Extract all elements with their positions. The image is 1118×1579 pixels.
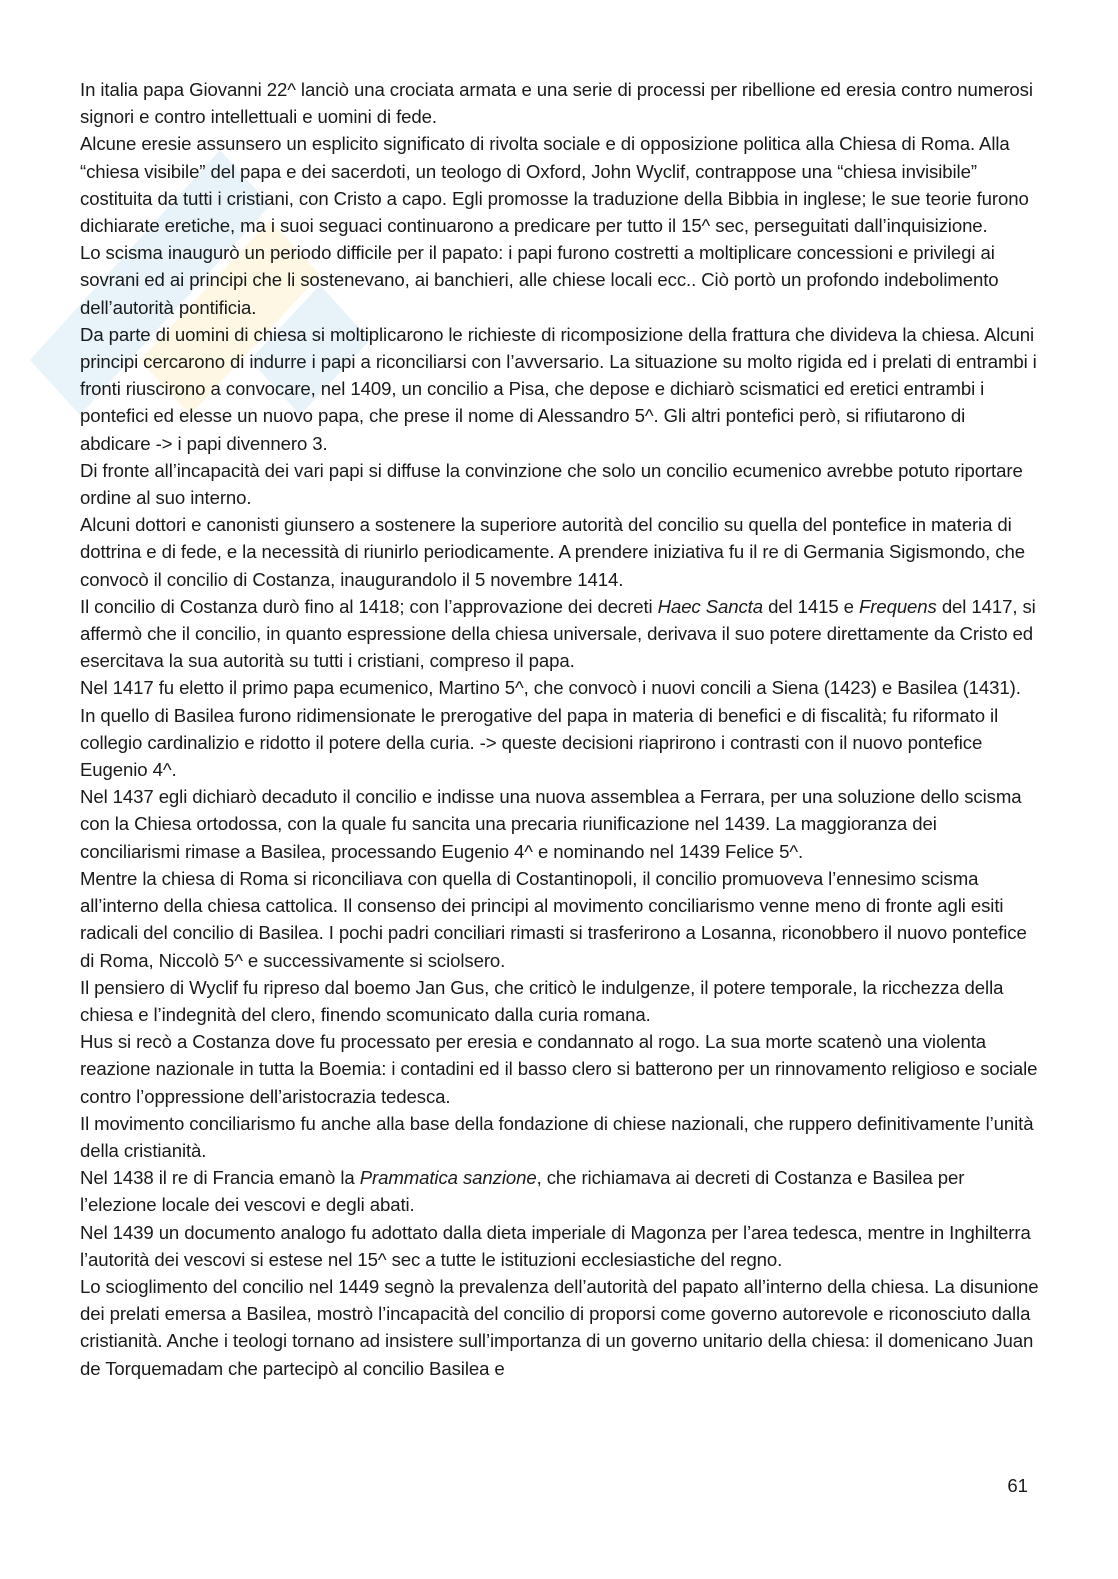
paragraph-text: Lo scioglimento del concilio nel 1449 segnò la prevalenza dell’autorità del papato all’interno della chiesa. La disunione dei prelati emersa a Basilea, mostrò l’incapacità del concilio di proporsi come governo autorevole e riconosciuto dalla cristianità. Anche i teologi tornano ad insistere sull’importanza di un governo unitario della chiesa: il domenicano Juan de Torquemadam che partecipò al concilio Basilea e	[80, 1275, 1039, 1379]
paragraph	[80, 865, 1040, 974]
paragraph	[80, 1219, 1040, 1273]
paragraph-text: Di fronte all’incapacità dei vari papi si diffuse la convinzione che solo un concilio ecumenico avrebbe potuto riportare ordine al suo interno.	[80, 459, 1023, 509]
italic-title-text: Frequens	[858, 595, 937, 617]
paragraph-text: del 1417, si affermò che il concilio, in quanto espressione della chiesa universale, derivava il suo potere direttamente da Cristo ed esercitava la sua autorità su tutti i cristiani, compreso il papa.	[80, 595, 1036, 672]
paragraph-text: Nel 1417 fu eletto il primo papa ecumenico, Martino 5^, che convocò i nuovi concili a Siena (1423) e Basilea (1431). In quello di Basilea furono ridimensionate le prerogative del papa in materia di benefici e di fiscalità; fu riformato il collegio cardinalizio e ridotto il potere della curia. -> queste decisioni riaprirono i contrasti con il nuovo pontefice Eugenio 4^.	[80, 677, 1021, 781]
paragraph-text: Il concilio di Costanza durò fino al 1418; con l’approvazione dei decreti	[80, 595, 658, 617]
paragraph	[80, 1028, 1040, 1110]
paragraph	[80, 1110, 1040, 1164]
paragraph	[80, 239, 1040, 321]
paragraph	[80, 974, 1040, 1028]
paragraph	[80, 593, 1040, 675]
paragraph-text: Nel 1438 il re di Francia emanò la	[80, 1167, 360, 1189]
paragraph	[80, 674, 1040, 783]
paragraph-text: Il movimento conciliarismo fu anche alla base della fondazione di chiese nazionali, che ruppero definitivamente l’unità della cristianità.	[80, 1112, 1034, 1161]
paragraph-text: Alcuni dottori e canonisti giunsero a sostenere la superiore autorità del concilio su quella del pontefice in materia di dottrina e di fede, e la necessità di riunirlo periodicamente. A prendere iniziativa fu il re di Germania Sigismondo, che convocò il concilio di Costanza, inaugurandolo il 5 novembre 1414.	[80, 514, 1025, 590]
page-number: 61	[1007, 1475, 1028, 1496]
paragraph-text: , che richiamava ai decreti di Costanza e Basilea per l’elezione locale dei vescovi e degli abati.	[80, 1167, 965, 1216]
paragraph-text: Lo scisma inaugurò un periodo difficile per il papato: i papi furono costretti a moltiplicare concessioni e privilegi ai sovrani ed ai principi che li sostenevano, ai banchieri, alle chiese locali ecc.. Ciò portò un profondo indebolimento dell’autorità pontificia.	[80, 242, 999, 318]
paragraph-text: Alcune eresie assunsero un esplicito significato di rivolta sociale e di opposizione politica alla Chiesa di Roma. Alla “chiesa visibile” del papa e dei sacerdoti, un teologo di Oxford, John Wyclif, contrappose una “chiesa invisibile” costituita da tutti i cristiani, con Cristo a capo. Egli promosse la traduzione della Bibbia in inglese; le sue teorie furono dichiarate eretiche, ma i suoi seguaci continuarono a predicare per tutto il 15^ sec, perseguitati dall’inquisizione.	[80, 133, 1029, 237]
paragraph-text: Da parte di uomini di chiesa si moltiplicarono le richieste di ricomposizione della frattura che divideva la chiesa. Alcuni principi cercarono di indurre i papi a riconciliarsi con l’avversario. La situazione su molto rigida ed i prelati di entrambi i fronti riuscirono a convocare, nel 1409, un concilio a Pisa, che depose e dichiarò scismatici ed eretici entrambi i pontefici ed elesse un nuovo papa, che prese il nome di Alessandro 5^. Gli altri pontefici però, si rifiutarono di abdicare -> i papi divennero 3.	[80, 323, 1037, 454]
paragraph	[80, 511, 1040, 593]
paragraph-text: Hus si recò a Costanza dove fu processato per eresia e condannato al rogo. La sua morte scatenò una violenta reazione nazionale in tutta la Boemia: i contadini ed il basso clero si batterono per un rinnovamento religioso e sociale contro l’oppressione dell’aristocrazia tedesca.	[80, 1031, 1038, 1107]
paragraph	[80, 1273, 1040, 1382]
paragraph	[80, 321, 1040, 457]
paragraph	[80, 457, 1040, 511]
paragraph	[80, 130, 1040, 239]
paragraph	[80, 783, 1040, 865]
paragraph-text: Nel 1439 un documento analogo fu adottato dalla dieta imperiale di Magonza per l’area tedesca, mentre in Inghilterra l’autorità dei vescovi si estese nel 15^ sec a tutte le istituzioni ecclesiastiche del regno.	[80, 1221, 1031, 1270]
paragraph	[80, 76, 1040, 130]
paragraph-text: Nel 1437 egli dichiarò decaduto il concilio e indisse una nuova assemblea a Ferrara, per una soluzione dello scisma con la Chiesa ortodossa, con la quale fu sancita una precaria riunificazione nel 1439. La maggioranza dei conciliarismi rimase a Basilea, processando Eugenio 4^ e nominando nel 1439 Felice 5^.	[80, 786, 1022, 862]
paragraph-text: In italia papa Giovanni 22^ lanciò una crociata armata e una serie di processi per ribellione ed eresia contro numerosi signori e contro intellettuali e uomini di fede.	[80, 79, 1033, 128]
paragraph-text: Mentre la chiesa di Roma si riconciliava con quella di Costantinopoli, il concilio promuoveva l’ennesimo scisma all’interno della chiesa cattolica. Il consenso dei principi al movimento conciliarismo venne meno di fronte agli esiti radicali del concilio di Basilea. I pochi padri conciliari rimasti si trasferirono a Losanna, riconobbero il nuovo pontefice di Roma, Niccolò 5^ e successivamente si sciolsero.	[80, 867, 1027, 971]
paragraph-text: Il pensiero di Wyclif fu ripreso dal boemo Jan Gus, che criticò le indulgenze, il potere temporale, la ricchezza della chiesa e l’indegnità del clero, finendo scomunicato dalla curia romana.	[80, 976, 1004, 1025]
paragraph-text: del 1415 e	[763, 595, 859, 617]
paragraph	[80, 1164, 1040, 1218]
italic-title-text: Prammatica sanzione	[359, 1167, 537, 1189]
italic-title-text: Haec Sancta	[657, 595, 763, 617]
page-body-text	[80, 76, 1040, 1382]
